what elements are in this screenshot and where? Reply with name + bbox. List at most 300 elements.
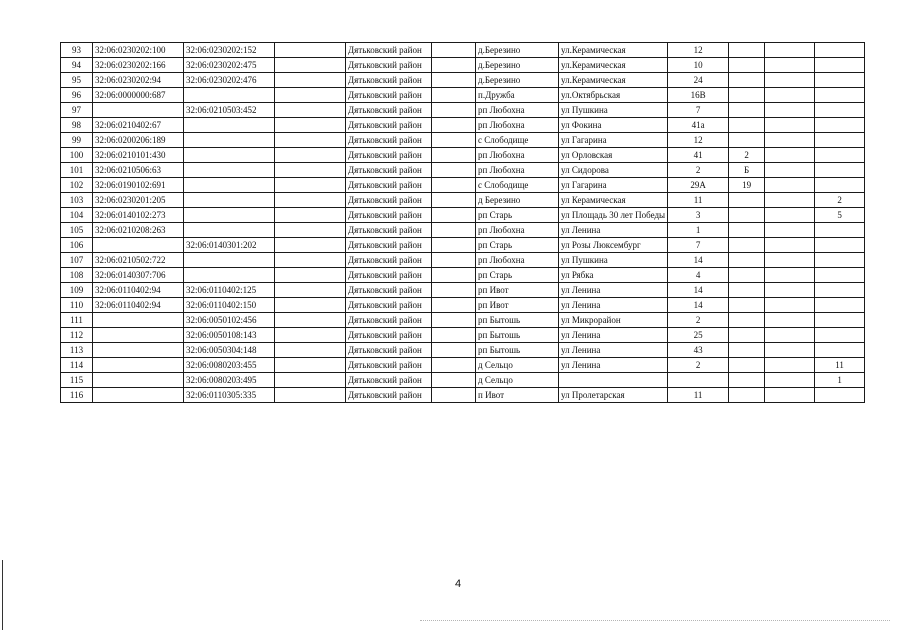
building-cell	[729, 298, 765, 313]
district-cell: Дятьковский район	[346, 208, 432, 223]
row-number-cell: 107	[61, 253, 93, 268]
empty-cell	[275, 163, 346, 178]
row-number-cell: 112	[61, 328, 93, 343]
house-number-cell: 2	[668, 313, 729, 328]
building-cell	[729, 238, 765, 253]
cadastral-number-2-cell	[184, 178, 275, 193]
building-cell	[729, 358, 765, 373]
cadastral-number-2-cell	[184, 118, 275, 133]
room-cell: 2	[815, 193, 865, 208]
cadastral-number-2-cell: 32:06:0230202:152	[184, 43, 275, 58]
locality-cell: рп Бытошь	[476, 313, 559, 328]
district-cell: Дятьковский район	[346, 88, 432, 103]
table-row	[61, 73, 865, 88]
cadastral-number-2-cell	[184, 193, 275, 208]
cadastral-number-cell: 32:06:0210502:722	[93, 253, 184, 268]
row-number-cell: 95	[61, 73, 93, 88]
extra-cell	[765, 328, 815, 343]
street-cell: ул Пролетарская	[559, 388, 668, 403]
locality-cell: рп Любохна	[476, 148, 559, 163]
table-row	[61, 193, 865, 208]
house-number-cell: 14	[668, 283, 729, 298]
building-cell	[729, 43, 765, 58]
row-number-cell: 108	[61, 268, 93, 283]
cadastral-number-2-cell: 32:06:0050304:148	[184, 343, 275, 358]
room-cell	[815, 313, 865, 328]
room-cell	[815, 178, 865, 193]
extra-cell	[765, 253, 815, 268]
table-row	[61, 103, 865, 118]
district-cell: Дятьковский район	[346, 43, 432, 58]
room-cell	[815, 328, 865, 343]
cadastral-number-2-cell: 32:06:0110402:125	[184, 283, 275, 298]
street-cell: ул Ленина	[559, 223, 668, 238]
room-cell	[815, 163, 865, 178]
table-row	[61, 313, 865, 328]
room-cell	[815, 58, 865, 73]
empty-cell	[432, 313, 476, 328]
empty-cell	[275, 328, 346, 343]
house-number-cell: 41	[668, 148, 729, 163]
empty-cell	[432, 388, 476, 403]
house-number-cell: 29А	[668, 178, 729, 193]
room-cell	[815, 388, 865, 403]
empty-cell	[432, 103, 476, 118]
row-number-cell: 104	[61, 208, 93, 223]
street-cell: ул Рябка	[559, 268, 668, 283]
district-cell: Дятьковский район	[346, 388, 432, 403]
building-cell	[729, 343, 765, 358]
empty-cell	[275, 343, 346, 358]
table-row	[61, 373, 865, 388]
cadastral-number-cell	[93, 103, 184, 118]
building-cell: 19	[729, 178, 765, 193]
table-row	[61, 178, 865, 193]
building-cell	[729, 133, 765, 148]
row-number-cell: 99	[61, 133, 93, 148]
room-cell	[815, 238, 865, 253]
building-cell	[729, 373, 765, 388]
street-cell: ул Ленина	[559, 328, 668, 343]
room-cell	[815, 148, 865, 163]
empty-cell	[432, 208, 476, 223]
district-cell: Дятьковский район	[346, 283, 432, 298]
row-number-cell: 96	[61, 88, 93, 103]
building-cell	[729, 268, 765, 283]
locality-cell: рп Любохна	[476, 163, 559, 178]
street-cell: ул Розы Люксембург	[559, 238, 668, 253]
cadastral-number-2-cell	[184, 208, 275, 223]
extra-cell	[765, 208, 815, 223]
room-cell: 5	[815, 208, 865, 223]
locality-cell: рп Бытошь	[476, 328, 559, 343]
building-cell	[729, 313, 765, 328]
building-cell	[729, 283, 765, 298]
house-number-cell: 24	[668, 73, 729, 88]
street-cell	[559, 373, 668, 388]
locality-cell: рп Ивот	[476, 298, 559, 313]
building-cell	[729, 73, 765, 88]
row-number-cell: 115	[61, 373, 93, 388]
room-cell	[815, 223, 865, 238]
cadastral-number-cell: 32:06:0210402:67	[93, 118, 184, 133]
empty-cell	[275, 298, 346, 313]
street-cell: ул Керамическая	[559, 193, 668, 208]
row-number-cell: 110	[61, 298, 93, 313]
cadastral-number-2-cell: 32:06:0080203:495	[184, 373, 275, 388]
room-cell: 1	[815, 373, 865, 388]
table-row	[61, 328, 865, 343]
cadastral-number-2-cell	[184, 133, 275, 148]
locality-cell: д.Березино	[476, 43, 559, 58]
building-cell	[729, 58, 765, 73]
street-cell: ул.Керамическая	[559, 73, 668, 88]
empty-cell	[432, 193, 476, 208]
row-number-cell: 103	[61, 193, 93, 208]
empty-cell	[432, 118, 476, 133]
extra-cell	[765, 118, 815, 133]
cadastral-number-cell	[93, 238, 184, 253]
cadastral-number-cell: 32:06:0230202:166	[93, 58, 184, 73]
table-row	[61, 238, 865, 253]
empty-cell	[275, 208, 346, 223]
extra-cell	[765, 88, 815, 103]
house-number-cell: 11	[668, 193, 729, 208]
empty-cell	[432, 268, 476, 283]
building-cell	[729, 103, 765, 118]
house-number-cell: 14	[668, 253, 729, 268]
row-number-cell: 109	[61, 283, 93, 298]
locality-cell: д.Березино	[476, 73, 559, 88]
cadastral-number-2-cell	[184, 163, 275, 178]
cadastral-number-2-cell	[184, 223, 275, 238]
room-cell	[815, 103, 865, 118]
empty-cell	[432, 58, 476, 73]
locality-cell: рп Ивот	[476, 283, 559, 298]
house-number-cell: 4	[668, 268, 729, 283]
cadastral-number-cell: 32:06:0110402:94	[93, 283, 184, 298]
room-cell	[815, 283, 865, 298]
district-cell: Дятьковский район	[346, 298, 432, 313]
table-row	[61, 343, 865, 358]
locality-cell: с Слободище	[476, 178, 559, 193]
extra-cell	[765, 298, 815, 313]
empty-cell	[432, 358, 476, 373]
locality-cell: рп Старь	[476, 268, 559, 283]
room-cell	[815, 43, 865, 58]
row-number-cell: 98	[61, 118, 93, 133]
cadastral-number-cell: 32:06:0210101:430	[93, 148, 184, 163]
house-number-cell: 2	[668, 163, 729, 178]
extra-cell	[765, 358, 815, 373]
table-row	[61, 148, 865, 163]
row-number-cell: 101	[61, 163, 93, 178]
house-number-cell	[668, 373, 729, 388]
building-cell: 2	[729, 148, 765, 163]
extra-cell	[765, 283, 815, 298]
cadastral-number-cell: 32:06:0190102:691	[93, 178, 184, 193]
building-cell: Б	[729, 163, 765, 178]
locality-cell: д Сельцо	[476, 373, 559, 388]
empty-cell	[275, 178, 346, 193]
district-cell: Дятьковский район	[346, 223, 432, 238]
table-row	[61, 253, 865, 268]
house-number-cell: 14	[668, 298, 729, 313]
cadastral-number-cell: 32:06:0110402:94	[93, 298, 184, 313]
empty-cell	[275, 313, 346, 328]
extra-cell	[765, 388, 815, 403]
building-cell	[729, 193, 765, 208]
locality-cell: п Ивот	[476, 388, 559, 403]
cadastral-number-2-cell: 32:06:0230202:476	[184, 73, 275, 88]
extra-cell	[765, 193, 815, 208]
row-number-cell: 111	[61, 313, 93, 328]
district-cell: Дятьковский район	[346, 178, 432, 193]
extra-cell	[765, 373, 815, 388]
row-number-cell: 114	[61, 358, 93, 373]
cadastral-number-2-cell: 32:06:0050108:143	[184, 328, 275, 343]
cadastral-number-cell: 32:06:0230201:205	[93, 193, 184, 208]
house-number-cell: 7	[668, 238, 729, 253]
district-cell: Дятьковский район	[346, 58, 432, 73]
table-row	[61, 208, 865, 223]
empty-cell	[275, 148, 346, 163]
empty-cell	[432, 178, 476, 193]
room-cell	[815, 253, 865, 268]
empty-cell	[275, 268, 346, 283]
extra-cell	[765, 343, 815, 358]
locality-cell: рп Старь	[476, 238, 559, 253]
cadastral-number-cell	[93, 373, 184, 388]
house-number-cell: 43	[668, 343, 729, 358]
cadastral-number-2-cell	[184, 88, 275, 103]
row-number-cell: 93	[61, 43, 93, 58]
building-cell	[729, 223, 765, 238]
house-number-cell: 12	[668, 43, 729, 58]
empty-cell	[432, 163, 476, 178]
extra-cell	[765, 73, 815, 88]
street-cell: ул Пушкина	[559, 253, 668, 268]
cadastral-number-cell: 32:06:0210506:63	[93, 163, 184, 178]
empty-cell	[275, 103, 346, 118]
registry-table	[60, 42, 865, 403]
locality-cell: рп Старь	[476, 208, 559, 223]
street-cell: ул Пушкина	[559, 103, 668, 118]
district-cell: Дятьковский район	[346, 343, 432, 358]
extra-cell	[765, 268, 815, 283]
cadastral-number-cell: 32:06:0140307:706	[93, 268, 184, 283]
room-cell	[815, 343, 865, 358]
street-cell: ул Гагарина	[559, 178, 668, 193]
cadastral-number-2-cell: 32:06:0230202:475	[184, 58, 275, 73]
empty-cell	[275, 88, 346, 103]
house-number-cell: 3	[668, 208, 729, 223]
cadastral-number-2-cell: 32:06:0050102:456	[184, 313, 275, 328]
street-cell: ул Ленина	[559, 358, 668, 373]
empty-cell	[275, 223, 346, 238]
street-cell: ул Гагарина	[559, 133, 668, 148]
district-cell: Дятьковский район	[346, 253, 432, 268]
table-row	[61, 118, 865, 133]
street-cell: ул Микрорайон	[559, 313, 668, 328]
locality-cell: рп Любохна	[476, 103, 559, 118]
empty-cell	[275, 388, 346, 403]
building-cell	[729, 208, 765, 223]
street-cell: ул.Керамическая	[559, 58, 668, 73]
street-cell: ул Фокина	[559, 118, 668, 133]
cadastral-number-2-cell: 32:06:0110402:150	[184, 298, 275, 313]
building-cell	[729, 253, 765, 268]
house-number-cell: 16В	[668, 88, 729, 103]
empty-cell	[432, 343, 476, 358]
table-row	[61, 88, 865, 103]
locality-cell: с Слободище	[476, 133, 559, 148]
empty-cell	[432, 373, 476, 388]
street-cell: ул Ленина	[559, 283, 668, 298]
locality-cell: рп Любохна	[476, 118, 559, 133]
empty-cell	[275, 238, 346, 253]
district-cell: Дятьковский район	[346, 328, 432, 343]
empty-cell	[275, 118, 346, 133]
empty-cell	[432, 133, 476, 148]
district-cell: Дятьковский район	[346, 238, 432, 253]
empty-cell	[275, 193, 346, 208]
room-cell	[815, 268, 865, 283]
building-cell	[729, 388, 765, 403]
table-row	[61, 58, 865, 73]
cadastral-number-cell: 32:06:0210208:263	[93, 223, 184, 238]
locality-cell: рп Любохна	[476, 223, 559, 238]
scan-edge-mark	[2, 560, 3, 630]
room-cell	[815, 298, 865, 313]
registry-table-body	[61, 43, 865, 403]
district-cell: Дятьковский район	[346, 193, 432, 208]
cadastral-number-2-cell: 32:06:0080203:455	[184, 358, 275, 373]
house-number-cell: 41а	[668, 118, 729, 133]
scan-artifact-line	[420, 620, 890, 621]
cadastral-number-cell: 32:06:0230202:100	[93, 43, 184, 58]
empty-cell	[432, 73, 476, 88]
empty-cell	[275, 283, 346, 298]
building-cell	[729, 88, 765, 103]
empty-cell	[432, 238, 476, 253]
district-cell: Дятьковский район	[346, 373, 432, 388]
locality-cell: д Сельцо	[476, 358, 559, 373]
cadastral-number-cell: 32:06:0000000:687	[93, 88, 184, 103]
locality-cell: д.Березино	[476, 58, 559, 73]
empty-cell	[275, 43, 346, 58]
house-number-cell: 11	[668, 388, 729, 403]
row-number-cell: 105	[61, 223, 93, 238]
street-cell: ул Ленина	[559, 343, 668, 358]
cadastral-number-cell	[93, 388, 184, 403]
empty-cell	[275, 73, 346, 88]
district-cell: Дятьковский район	[346, 103, 432, 118]
house-number-cell: 1	[668, 223, 729, 238]
district-cell: Дятьковский район	[346, 73, 432, 88]
table-row	[61, 268, 865, 283]
district-cell: Дятьковский район	[346, 313, 432, 328]
room-cell	[815, 73, 865, 88]
table-row	[61, 163, 865, 178]
room-cell	[815, 133, 865, 148]
table-row	[61, 133, 865, 148]
locality-cell: д Березино	[476, 193, 559, 208]
cadastral-number-2-cell: 32:06:0110305:335	[184, 388, 275, 403]
table-row	[61, 388, 865, 403]
extra-cell	[765, 133, 815, 148]
empty-cell	[432, 148, 476, 163]
table-row	[61, 223, 865, 238]
room-cell	[815, 118, 865, 133]
street-cell: ул.Керамическая	[559, 43, 668, 58]
empty-cell	[275, 253, 346, 268]
street-cell: ул Орловская	[559, 148, 668, 163]
cadastral-number-cell: 32:06:0230202:94	[93, 73, 184, 88]
empty-cell	[432, 223, 476, 238]
room-cell: 11	[815, 358, 865, 373]
cadastral-number-cell	[93, 343, 184, 358]
building-cell	[729, 118, 765, 133]
empty-cell	[275, 133, 346, 148]
extra-cell	[765, 103, 815, 118]
locality-cell: п.Дружба	[476, 88, 559, 103]
empty-cell	[432, 88, 476, 103]
empty-cell	[432, 298, 476, 313]
empty-cell	[275, 373, 346, 388]
row-number-cell: 97	[61, 103, 93, 118]
district-cell: Дятьковский район	[346, 118, 432, 133]
extra-cell	[765, 223, 815, 238]
house-number-cell: 25	[668, 328, 729, 343]
row-number-cell: 106	[61, 238, 93, 253]
cadastral-number-cell: 32:06:0200206:189	[93, 133, 184, 148]
table-row	[61, 43, 865, 58]
cadastral-number-cell	[93, 313, 184, 328]
street-cell: ул Сидорова	[559, 163, 668, 178]
empty-cell	[432, 328, 476, 343]
district-cell: Дятьковский район	[346, 268, 432, 283]
table-row	[61, 358, 865, 373]
extra-cell	[765, 178, 815, 193]
empty-cell	[275, 358, 346, 373]
house-number-cell: 12	[668, 133, 729, 148]
row-number-cell: 116	[61, 388, 93, 403]
locality-cell: рп Бытошь	[476, 343, 559, 358]
row-number-cell: 102	[61, 178, 93, 193]
cadastral-number-2-cell: 32:06:0140301:202	[184, 238, 275, 253]
empty-cell	[432, 43, 476, 58]
house-number-cell: 7	[668, 103, 729, 118]
empty-cell	[432, 283, 476, 298]
cadastral-number-2-cell: 32:06:0210503:452	[184, 103, 275, 118]
street-cell: ул.Октябрьская	[559, 88, 668, 103]
empty-cell	[432, 253, 476, 268]
street-cell: ул Ленина	[559, 298, 668, 313]
cadastral-number-2-cell	[184, 253, 275, 268]
extra-cell	[765, 58, 815, 73]
cadastral-number-cell	[93, 328, 184, 343]
house-number-cell: 2	[668, 358, 729, 373]
district-cell: Дятьковский район	[346, 358, 432, 373]
cadastral-number-2-cell	[184, 268, 275, 283]
row-number-cell: 113	[61, 343, 93, 358]
room-cell	[815, 88, 865, 103]
cadastral-number-2-cell	[184, 148, 275, 163]
district-cell: Дятьковский район	[346, 148, 432, 163]
locality-cell: рп Любохна	[476, 253, 559, 268]
row-number-cell: 100	[61, 148, 93, 163]
